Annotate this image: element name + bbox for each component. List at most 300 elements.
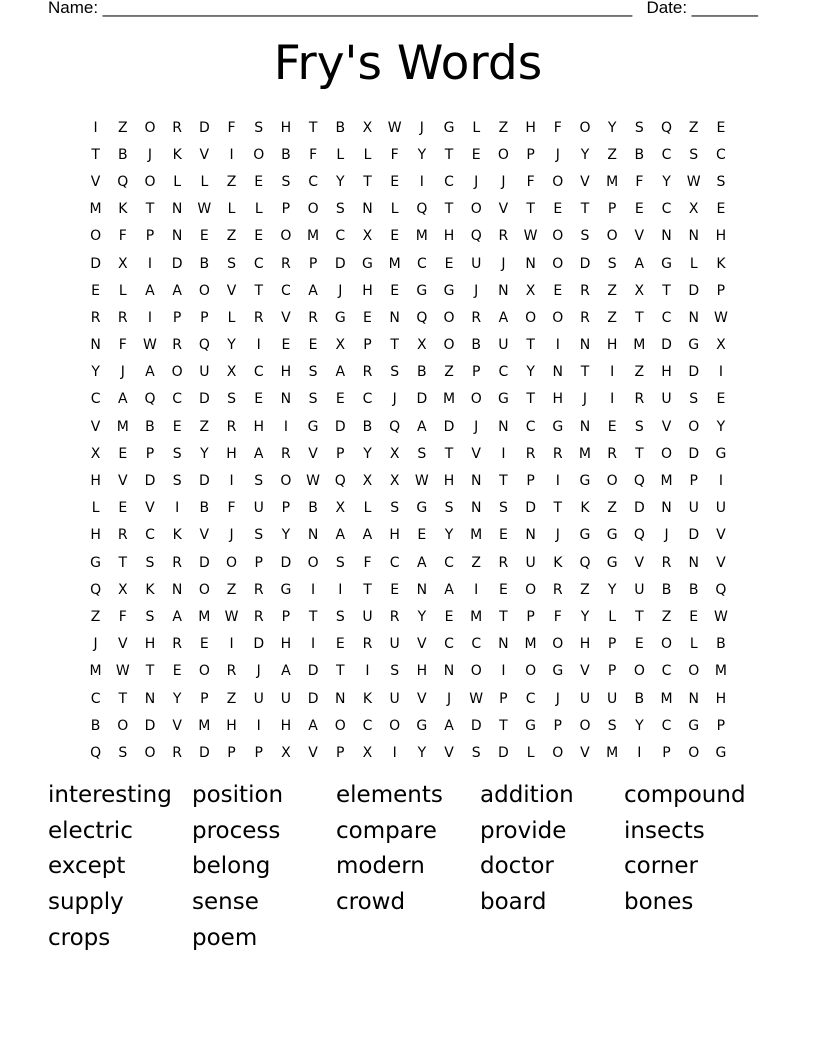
grid-letter: X — [335, 337, 346, 354]
grid-letter: R — [525, 445, 536, 462]
grid-letter: A — [444, 717, 454, 734]
grid-letter: V — [580, 744, 590, 761]
grid-letter: X — [362, 473, 373, 490]
grid-letter: E — [254, 228, 264, 245]
grid-letter: I — [229, 146, 234, 163]
grid-letter: C — [253, 255, 264, 272]
grid-letter: T — [499, 717, 508, 734]
grid-letter: Z — [117, 119, 128, 136]
grid-letter: U — [525, 554, 536, 571]
grid-letter: F — [553, 119, 562, 136]
grid-letter: D — [633, 500, 645, 517]
grid-letter: G — [579, 527, 591, 544]
grid-letter: A — [634, 255, 645, 272]
grid-letter: W — [713, 608, 728, 625]
grid-letter: C — [308, 173, 318, 190]
grid-letter: S — [145, 608, 155, 625]
grid-letter: Z — [226, 581, 237, 598]
grid-letter: V — [145, 500, 155, 517]
grid-letter: I — [147, 255, 153, 272]
grid-letter: L — [118, 282, 127, 299]
grid-letter: Q — [90, 581, 102, 598]
grid-letter: M — [442, 391, 456, 408]
grid-letter: O — [171, 364, 183, 381]
grid-letter: T — [444, 201, 454, 218]
grid-letter: Y — [417, 744, 427, 761]
grid-letter: R — [90, 309, 101, 326]
grid-letter: N — [470, 500, 482, 517]
grid-letter: N — [171, 228, 183, 245]
grid-letter: J — [664, 527, 669, 544]
name-date-line — [48, 0, 758, 18]
grid-letter: U — [607, 690, 618, 707]
grid-letter: P — [281, 201, 291, 218]
grid-letter: G — [443, 119, 455, 136]
grid-letter: N — [307, 527, 319, 544]
grid-letter: B — [90, 717, 101, 734]
grid-letter: I — [175, 500, 180, 517]
grid-letter: Y — [172, 690, 182, 707]
grid-letter: S — [390, 364, 400, 381]
grid-letter: W — [197, 201, 212, 218]
grid-letter: D — [498, 744, 509, 761]
grid-letter: B — [688, 581, 699, 598]
grid-letter: H — [552, 391, 564, 408]
grid-letter: N — [688, 554, 699, 571]
grid-letter: P — [254, 554, 263, 571]
grid-letter: V — [471, 445, 481, 462]
grid-letter: Y — [444, 527, 454, 544]
grid-letter: N — [144, 690, 156, 707]
grid-letter: A — [145, 282, 155, 299]
grid-letter: I — [610, 364, 615, 381]
grid-letter: M — [606, 744, 619, 761]
grid-letter: P — [308, 255, 318, 272]
grid-letter: N — [90, 337, 101, 354]
grid-letter: S — [417, 445, 427, 462]
grid-letter: L — [227, 309, 236, 326]
grid-letter: J — [555, 690, 560, 707]
grid-letter: V — [716, 554, 726, 571]
grid-letter: O — [552, 309, 564, 326]
grid-letter: B — [417, 364, 427, 381]
grid-letter: P — [145, 228, 155, 245]
grid-letter: X — [716, 337, 726, 354]
grid-letter: T — [499, 473, 508, 490]
grid-letter: P — [553, 717, 562, 734]
grid-letter: R — [362, 636, 373, 653]
grid-letter: Y — [662, 173, 671, 190]
grid-row — [82, 576, 735, 603]
grid-row — [82, 413, 735, 440]
grid-letter: Q — [416, 201, 428, 218]
grid-letter: D — [688, 445, 700, 462]
grid-letter: P — [172, 309, 182, 326]
grid-letter: A — [417, 554, 427, 571]
grid-letter: E — [254, 391, 264, 408]
grid-letter: C — [498, 364, 509, 381]
grid-letter: A — [117, 391, 128, 408]
grid-letter: M — [89, 663, 102, 680]
grid-letter: E — [417, 527, 427, 544]
grid-letter: N — [661, 228, 672, 245]
grid-letter: H — [90, 473, 101, 490]
grid-letter: D — [280, 554, 292, 571]
grid-letter: O — [90, 228, 102, 245]
grid-letter: P — [607, 663, 617, 680]
grid-letter: E — [716, 119, 726, 136]
grid-letter: X — [226, 364, 237, 381]
grid-letter: D — [198, 744, 210, 761]
grid-letter: X — [362, 744, 373, 761]
grid-letter: Y — [716, 418, 726, 435]
grid-letter: H — [253, 418, 264, 435]
grid-letter: M — [660, 473, 673, 490]
grid-letter: O — [334, 717, 346, 734]
word-bank-item: process — [192, 817, 281, 844]
grid-letter: G — [307, 418, 319, 435]
grid-letter: M — [388, 255, 401, 272]
grid-letter: D — [198, 473, 210, 490]
grid-letter: J — [555, 146, 560, 163]
grid-row — [82, 712, 735, 739]
grid-letter: Y — [227, 337, 236, 354]
grid-letter: T — [444, 445, 454, 462]
grid-letter: M — [470, 527, 483, 544]
grid-letter: O — [661, 636, 673, 653]
grid-letter: T — [390, 337, 399, 354]
grid-letter: M — [198, 608, 211, 625]
grid-letter: B — [281, 146, 291, 163]
grid-letter: C — [525, 690, 536, 707]
grid-letter: F — [118, 228, 127, 245]
grid-letter: O — [688, 418, 700, 435]
grid-letter: E — [498, 527, 508, 544]
grid-letter: V — [716, 527, 726, 544]
grid-letter: T — [308, 608, 318, 625]
grid-letter: Z — [226, 173, 237, 190]
grid-letter: N — [688, 690, 699, 707]
grid-letter: Q — [579, 554, 591, 571]
grid-letter: O — [470, 201, 482, 218]
word-bank-item: provide — [480, 817, 567, 844]
grid-letter: R — [172, 554, 183, 571]
grid-letter: Q — [334, 473, 346, 490]
grid-letter: W — [713, 309, 728, 326]
grid-letter: N — [443, 663, 455, 680]
grid-letter: K — [145, 581, 155, 598]
grid-letter: H — [226, 717, 237, 734]
grid-row — [82, 522, 735, 549]
grid-letter: H — [525, 119, 536, 136]
grid-letter: E — [308, 337, 318, 354]
grid-letter: P — [336, 744, 345, 761]
word-bank-item: addition — [480, 782, 574, 808]
word-bank-item: crowd — [336, 889, 406, 916]
grid-letter: C — [281, 282, 291, 299]
grid-letter: D — [470, 717, 482, 734]
grid-letter: I — [610, 391, 615, 408]
grid-letter: T — [254, 282, 263, 299]
grid-letter: N — [688, 309, 699, 326]
grid-letter: Z — [634, 364, 645, 381]
grid-row — [82, 223, 735, 250]
grid-letter: I — [229, 636, 234, 653]
grid-letter: D — [198, 119, 210, 136]
grid-letter: B — [634, 146, 645, 163]
grid-letter: R — [661, 554, 672, 571]
grid-letter: T — [580, 364, 590, 381]
grid-letter: K — [362, 690, 373, 707]
grid-letter: Z — [226, 690, 237, 707]
grid-letter: G — [552, 418, 564, 435]
grid-row — [82, 495, 735, 522]
grid-letter: I — [256, 717, 261, 734]
grid-letter: V — [281, 309, 291, 326]
grid-letter: I — [392, 744, 397, 761]
grid-letter: E — [607, 418, 617, 435]
grid-letter: I — [474, 581, 479, 598]
grid-letter: Q — [661, 119, 673, 136]
grid-letter: Y — [607, 119, 617, 136]
grid-letter: J — [93, 636, 98, 653]
grid-letter: A — [335, 364, 346, 381]
grid-letter: O — [144, 173, 156, 190]
grid-row — [82, 168, 735, 195]
grid-letter: W — [306, 473, 321, 490]
grid-letter: S — [634, 418, 644, 435]
grid-letter: K — [172, 527, 182, 544]
grid-letter: D — [253, 636, 265, 653]
grid-letter: A — [172, 282, 182, 299]
grid-letter: G — [90, 554, 102, 571]
grid-letter: E — [634, 636, 644, 653]
grid-letter: V — [661, 418, 672, 435]
grid-letter: X — [417, 337, 427, 354]
grid-letter: I — [229, 473, 234, 490]
grid-letter: R — [226, 418, 237, 435]
grid-letter: F — [363, 554, 372, 571]
grid-letter: D — [334, 418, 346, 435]
grid-letter: M — [415, 228, 428, 245]
grid-letter: V — [444, 744, 454, 761]
grid-letter: C — [335, 228, 346, 245]
grid-letter: P — [526, 146, 535, 163]
grid-letter: C — [416, 255, 427, 272]
grid-letter: Y — [363, 445, 372, 462]
grid-letter: V — [226, 282, 237, 299]
grid-letter: Z — [607, 309, 617, 326]
grid-letter: J — [555, 527, 560, 544]
grid-letter: R — [117, 527, 128, 544]
grid-letter: H — [280, 364, 292, 381]
grid-letter: U — [634, 581, 645, 598]
grid-letter: F — [227, 119, 236, 136]
grid-letter: N — [661, 500, 672, 517]
grid-letter: O — [552, 744, 564, 761]
grid-letter: W — [143, 337, 157, 354]
grid-row — [82, 386, 735, 413]
grid-letter: S — [607, 255, 617, 272]
word-bank-item: position — [192, 782, 284, 808]
grid-letter: G — [416, 500, 428, 517]
grid-letter: C — [145, 527, 155, 544]
grid-letter: R — [281, 255, 291, 272]
grid-letter: O — [307, 201, 319, 218]
grid-letter: H — [280, 636, 292, 653]
grid-letter: T — [526, 391, 535, 408]
grid-letter: L — [227, 201, 236, 218]
grid-letter: M — [89, 201, 102, 218]
grid-letter: C — [661, 663, 672, 680]
grid-letter: G — [715, 744, 727, 761]
grid-letter: S — [634, 119, 644, 136]
grid-letter: R — [281, 445, 291, 462]
grid-letter: B — [199, 500, 210, 517]
grid-row — [82, 440, 735, 467]
grid-letter: R — [253, 608, 264, 625]
grid-letter: O — [443, 337, 455, 354]
grid-row — [82, 658, 735, 685]
grid-letter: J — [474, 282, 479, 299]
grid-letter: O — [497, 146, 509, 163]
grid-letter: V — [308, 744, 318, 761]
grid-letter: O — [253, 146, 265, 163]
grid-letter: H — [443, 228, 455, 245]
grid-letter: T — [91, 146, 100, 163]
grid-letter: G — [280, 581, 292, 598]
grid-letter: F — [227, 500, 236, 517]
grid-letter: P — [607, 636, 617, 653]
grid-letter: A — [172, 608, 182, 625]
grid-letter: S — [607, 717, 617, 734]
grid-letter: X — [362, 228, 373, 245]
word-bank-item: modern — [336, 853, 425, 880]
grid-letter: E — [498, 581, 508, 598]
grid-letter: S — [716, 173, 726, 190]
grid-letter: Z — [688, 119, 699, 136]
grid-letter: O — [606, 228, 618, 245]
grid-letter: U — [715, 500, 727, 517]
grid-letter: R — [580, 309, 590, 326]
grid-letter: T — [526, 337, 535, 354]
grid-letter: E — [118, 500, 128, 517]
grid-letter: G — [661, 255, 672, 272]
grid-letter: O — [470, 663, 482, 680]
grid-letter: A — [308, 717, 318, 734]
grid-letter: B — [362, 418, 373, 435]
grid-letter: R — [634, 391, 645, 408]
grid-letter: D — [661, 337, 672, 354]
grid-letter: O — [525, 663, 537, 680]
grid-letter: O — [307, 554, 319, 571]
grid-letter: Z — [607, 146, 617, 163]
grid-letter: E — [199, 228, 209, 245]
grid-letter: I — [555, 337, 560, 354]
grid-letter: E — [363, 309, 372, 326]
grid-letter: P — [145, 445, 155, 462]
grid-letter: A — [498, 309, 509, 326]
grid-letter: L — [472, 119, 481, 136]
grid-letter: U — [389, 636, 400, 653]
grid-letter: V — [199, 527, 210, 544]
grid-letter: V — [634, 554, 645, 571]
grid-letter: O — [633, 663, 645, 680]
grid-letter: R — [308, 309, 318, 326]
grid-letter: J — [147, 146, 153, 163]
letter-grid — [82, 114, 735, 767]
grid-letter: D — [688, 364, 700, 381]
grid-letter: S — [390, 500, 400, 517]
grid-letter: K — [716, 255, 726, 272]
grid-letter: S — [227, 391, 236, 408]
grid-letter: B — [634, 690, 645, 707]
grid-letter: P — [227, 744, 236, 761]
grid-letter: F — [553, 608, 562, 625]
grid-letter: Q — [90, 744, 102, 761]
grid-letter: T — [662, 282, 671, 299]
grid-letter: I — [365, 663, 370, 680]
grid-letter: X — [117, 255, 128, 272]
grid-letter: T — [526, 201, 535, 218]
grid-letter: L — [336, 146, 345, 163]
grid-row — [82, 603, 735, 630]
grid-letter: O — [688, 663, 700, 680]
grid-letter: V — [498, 201, 509, 218]
grid-letter: R — [552, 581, 563, 598]
grid-letter: D — [334, 255, 346, 272]
grid-letter: L — [91, 500, 100, 517]
grid-letter: R — [253, 581, 264, 598]
grid-letter: T — [635, 608, 644, 625]
grid-letter: W — [115, 663, 130, 680]
grid-letter: H — [715, 690, 727, 707]
grid-letter: O — [280, 473, 292, 490]
grid-letter: O — [606, 473, 618, 490]
grid-letter: P — [689, 473, 698, 490]
grid-letter: Y — [607, 581, 617, 598]
grid-letter: D — [307, 663, 319, 680]
grid-letter: P — [499, 690, 508, 707]
grid-letter: D — [688, 282, 700, 299]
grid-letter: L — [608, 608, 617, 625]
grid-letter: W — [686, 173, 701, 190]
grid-letter: I — [93, 119, 98, 136]
grid-row — [82, 631, 735, 658]
grid-letter: W — [387, 119, 402, 136]
grid-letter: P — [281, 608, 291, 625]
grid-letter: E — [172, 663, 182, 680]
grid-letter: P — [254, 744, 263, 761]
grid-letter: Y — [417, 146, 427, 163]
grid-letter: O — [198, 282, 210, 299]
grid-letter: M — [606, 173, 619, 190]
grid-letter: V — [417, 636, 427, 653]
grid-row — [82, 250, 735, 277]
grid-letter: M — [660, 690, 673, 707]
grid-letter: C — [444, 636, 454, 653]
grid-letter: T — [553, 500, 563, 517]
grid-letter: E — [716, 201, 726, 218]
grid-letter: I — [501, 445, 506, 462]
grid-letter: X — [389, 445, 400, 462]
grid-letter: T — [635, 445, 644, 462]
grid-letter: N — [171, 201, 183, 218]
grid-letter: I — [311, 581, 316, 598]
grid-letter: V — [199, 146, 210, 163]
grid-letter: S — [227, 255, 236, 272]
word-bank-item: belong — [192, 853, 271, 880]
